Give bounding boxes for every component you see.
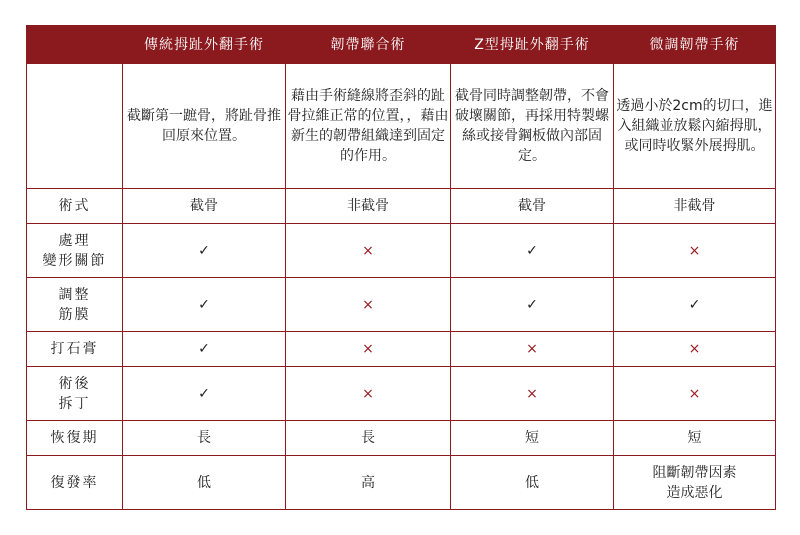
table-row-technique bbox=[27, 189, 776, 224]
table-cell: 非截骨 bbox=[614, 189, 776, 224]
cross-icon: × bbox=[286, 332, 451, 367]
table-cell: 阻斷韌帶因素 造成惡化 bbox=[614, 456, 776, 510]
description-label bbox=[27, 64, 123, 189]
cross-icon: × bbox=[286, 224, 451, 278]
table-cell: 高 bbox=[286, 456, 451, 510]
header-z-bunion-surgery: Z型拇趾外翻手術 bbox=[451, 26, 614, 64]
table-row-deformed-joint bbox=[27, 224, 776, 278]
description-cell: 透過小於2cm的切口，進入組織並放鬆內縮拇肌，或同時收緊外展拇肌。 bbox=[614, 64, 776, 189]
header-traditional-bunion-surgery: 傳統拇趾外翻手術 bbox=[123, 26, 286, 64]
table-cell: 長 bbox=[286, 421, 451, 456]
header-micro-ligament-surgery: 微調韌帶手術 bbox=[614, 26, 776, 64]
comparison-table bbox=[26, 25, 776, 510]
check-icon: ✓ bbox=[123, 224, 286, 278]
cross-icon: × bbox=[614, 224, 776, 278]
table-cell: 長 bbox=[123, 421, 286, 456]
cross-icon: × bbox=[286, 278, 451, 332]
table-row-recovery-period bbox=[27, 421, 776, 456]
header-corner bbox=[27, 26, 123, 64]
header-ligament-syndesmosis-surgery: 韌帶聯合術 bbox=[286, 26, 451, 64]
cross-icon: × bbox=[451, 332, 614, 367]
description-cell: 截斷第一蹠骨，將趾骨推回原來位置。 bbox=[123, 64, 286, 189]
cross-icon: × bbox=[614, 367, 776, 421]
row-label: 處理 變形關節 bbox=[27, 224, 123, 278]
table-cell: 截骨 bbox=[123, 189, 286, 224]
check-icon: ✓ bbox=[123, 332, 286, 367]
cross-icon: × bbox=[614, 332, 776, 367]
table-row-recurrence-rate bbox=[27, 456, 776, 510]
row-label: 打石膏 bbox=[27, 332, 123, 367]
table-row-stitch-removal bbox=[27, 367, 776, 421]
comparison-rows bbox=[27, 189, 776, 510]
row-label: 恢復期 bbox=[27, 421, 123, 456]
check-icon: ✓ bbox=[123, 367, 286, 421]
row-label: 術式 bbox=[27, 189, 123, 224]
description-row bbox=[27, 64, 776, 189]
cross-icon: × bbox=[451, 367, 614, 421]
table-row-cast bbox=[27, 332, 776, 367]
description-cell: 藉由手術縫線將歪斜的趾骨拉維正常的位置，，藉由新生的韌帶組織達到固定的作用。 bbox=[286, 64, 451, 189]
check-icon: ✓ bbox=[614, 278, 776, 332]
table-cell: 低 bbox=[451, 456, 614, 510]
table-cell: 短 bbox=[614, 421, 776, 456]
table-cell: 截骨 bbox=[451, 189, 614, 224]
cross-icon: × bbox=[286, 367, 451, 421]
check-icon: ✓ bbox=[451, 278, 614, 332]
check-icon: ✓ bbox=[451, 224, 614, 278]
table-cell: 低 bbox=[123, 456, 286, 510]
header-row bbox=[27, 26, 776, 64]
table-cell: 非截骨 bbox=[286, 189, 451, 224]
description-cell: 截骨同時調整韌帶，不會破壞關節，再採用特製螺絲或接骨鋼板做內部固定。 bbox=[451, 64, 614, 189]
check-icon: ✓ bbox=[123, 278, 286, 332]
row-label: 復發率 bbox=[27, 456, 123, 510]
table-cell: 短 bbox=[451, 421, 614, 456]
row-label: 調整 筋膜 bbox=[27, 278, 123, 332]
table-row-fascia-adjust bbox=[27, 278, 776, 332]
row-label: 術後 拆丁 bbox=[27, 367, 123, 421]
